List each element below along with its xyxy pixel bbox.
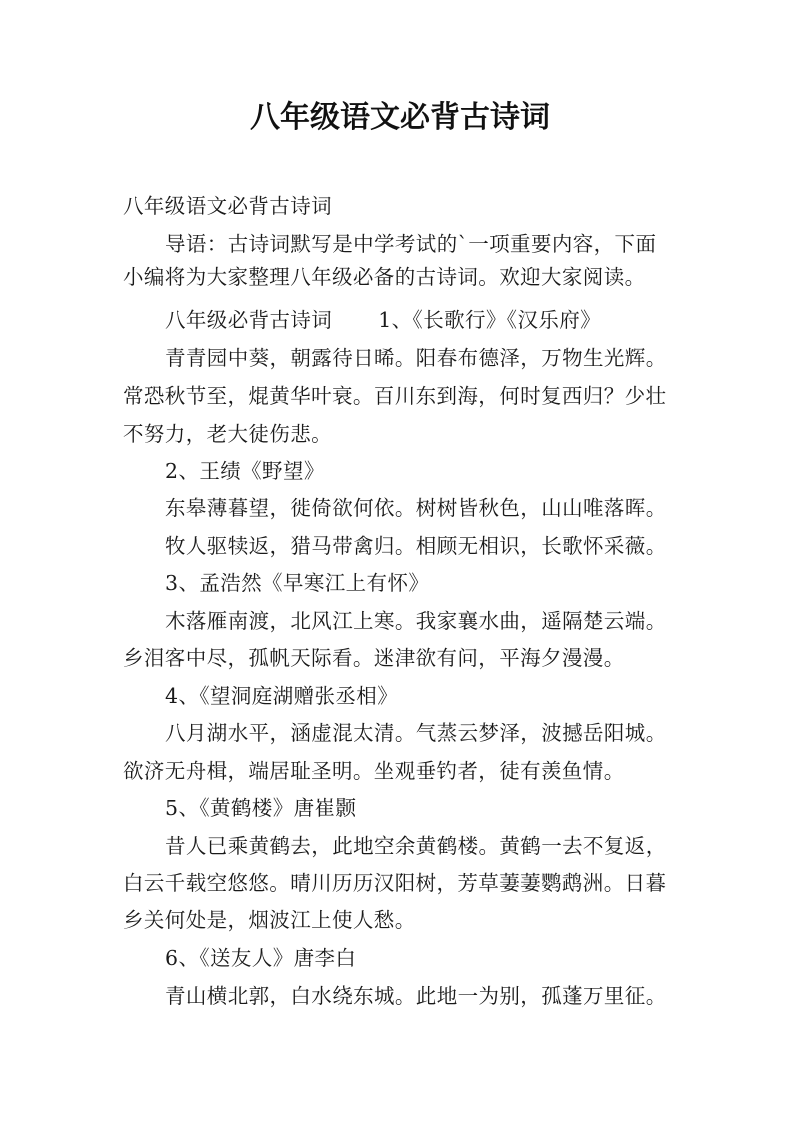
poem-3-heading: 3、孟浩然《早寒江上有怀》 xyxy=(165,571,430,595)
poem-5-line-2: 白云千载空悠悠。晴川历历汉阳树，芳草萋萋鹦鹉洲。日暮 xyxy=(123,871,667,895)
subtitle-line: 八年级语文必背古诗词 xyxy=(123,194,332,218)
document-title: 八年级语文必背古诗词 xyxy=(250,100,550,135)
poem-1-line-1: 青青园中葵，朝露待日晞。阳春布德泽，万物生光辉。 xyxy=(165,346,667,370)
poem-3-line-1: 木落雁南渡，北风江上寒。我家襄水曲，遥隔楚云端。 xyxy=(165,609,667,633)
poem-5-line-1: 昔人已乘黄鹤去，此地空余黄鹤楼。黄鹤一去不复返， xyxy=(165,834,667,858)
poem-6-line-1: 青山横北郭，白水绕东城。此地一为别，孤蓬万里征。 xyxy=(165,984,667,1008)
intro-line-1: 导语：古诗词默写是中学考试的`一项重要内容，下面 xyxy=(165,232,657,256)
poem-4-line-2: 欲济无舟楫，端居耻圣明。坐观垂钓者，徒有羡鱼情。 xyxy=(123,759,625,783)
poem-1-line-2: 常恐秋节至，焜黄华叶衰。百川东到海，何时复西归？少壮 xyxy=(123,384,667,408)
poem-5-line-3: 乡关何处是，烟波江上使人愁。 xyxy=(123,908,416,932)
intro-line-2: 小编将为大家整理八年级必备的古诗词。欢迎大家阅读。 xyxy=(123,265,646,289)
poem-2-line-2: 牧人驱犊返，猎马带禽归。相顾无相识，长歌怀采薇。 xyxy=(165,534,667,558)
poem-3-line-2: 乡泪客中尽，孤帆天际看。迷津欲有问，平海夕漫漫。 xyxy=(123,646,625,670)
poem-4-heading: 4、《望洞庭湖赠张丞相》 xyxy=(165,684,399,708)
section-heading xyxy=(165,306,745,334)
poem-2-heading: 2、王绩《野望》 xyxy=(165,459,325,483)
poem-6-heading: 6、《送友人》唐李白 xyxy=(165,946,357,970)
poem-5-heading: 5、《黄鹤楼》唐崔颢 xyxy=(165,796,357,820)
poem-2-line-1: 东皋薄暮望，徙倚欲何依。树树皆秋色，山山唯落晖。 xyxy=(165,496,667,520)
poem-1-line-3: 不努力，老大徒伤悲。 xyxy=(123,422,332,446)
poem-4-line-1: 八月湖水平，涵虚混太清。气蒸云梦泽，波撼岳阳城。 xyxy=(165,721,667,745)
section-heading-label: 八年级必背古诗词 xyxy=(165,308,333,332)
poem-1-heading: 1、《长歌行》《汉乐府》 xyxy=(378,308,602,332)
